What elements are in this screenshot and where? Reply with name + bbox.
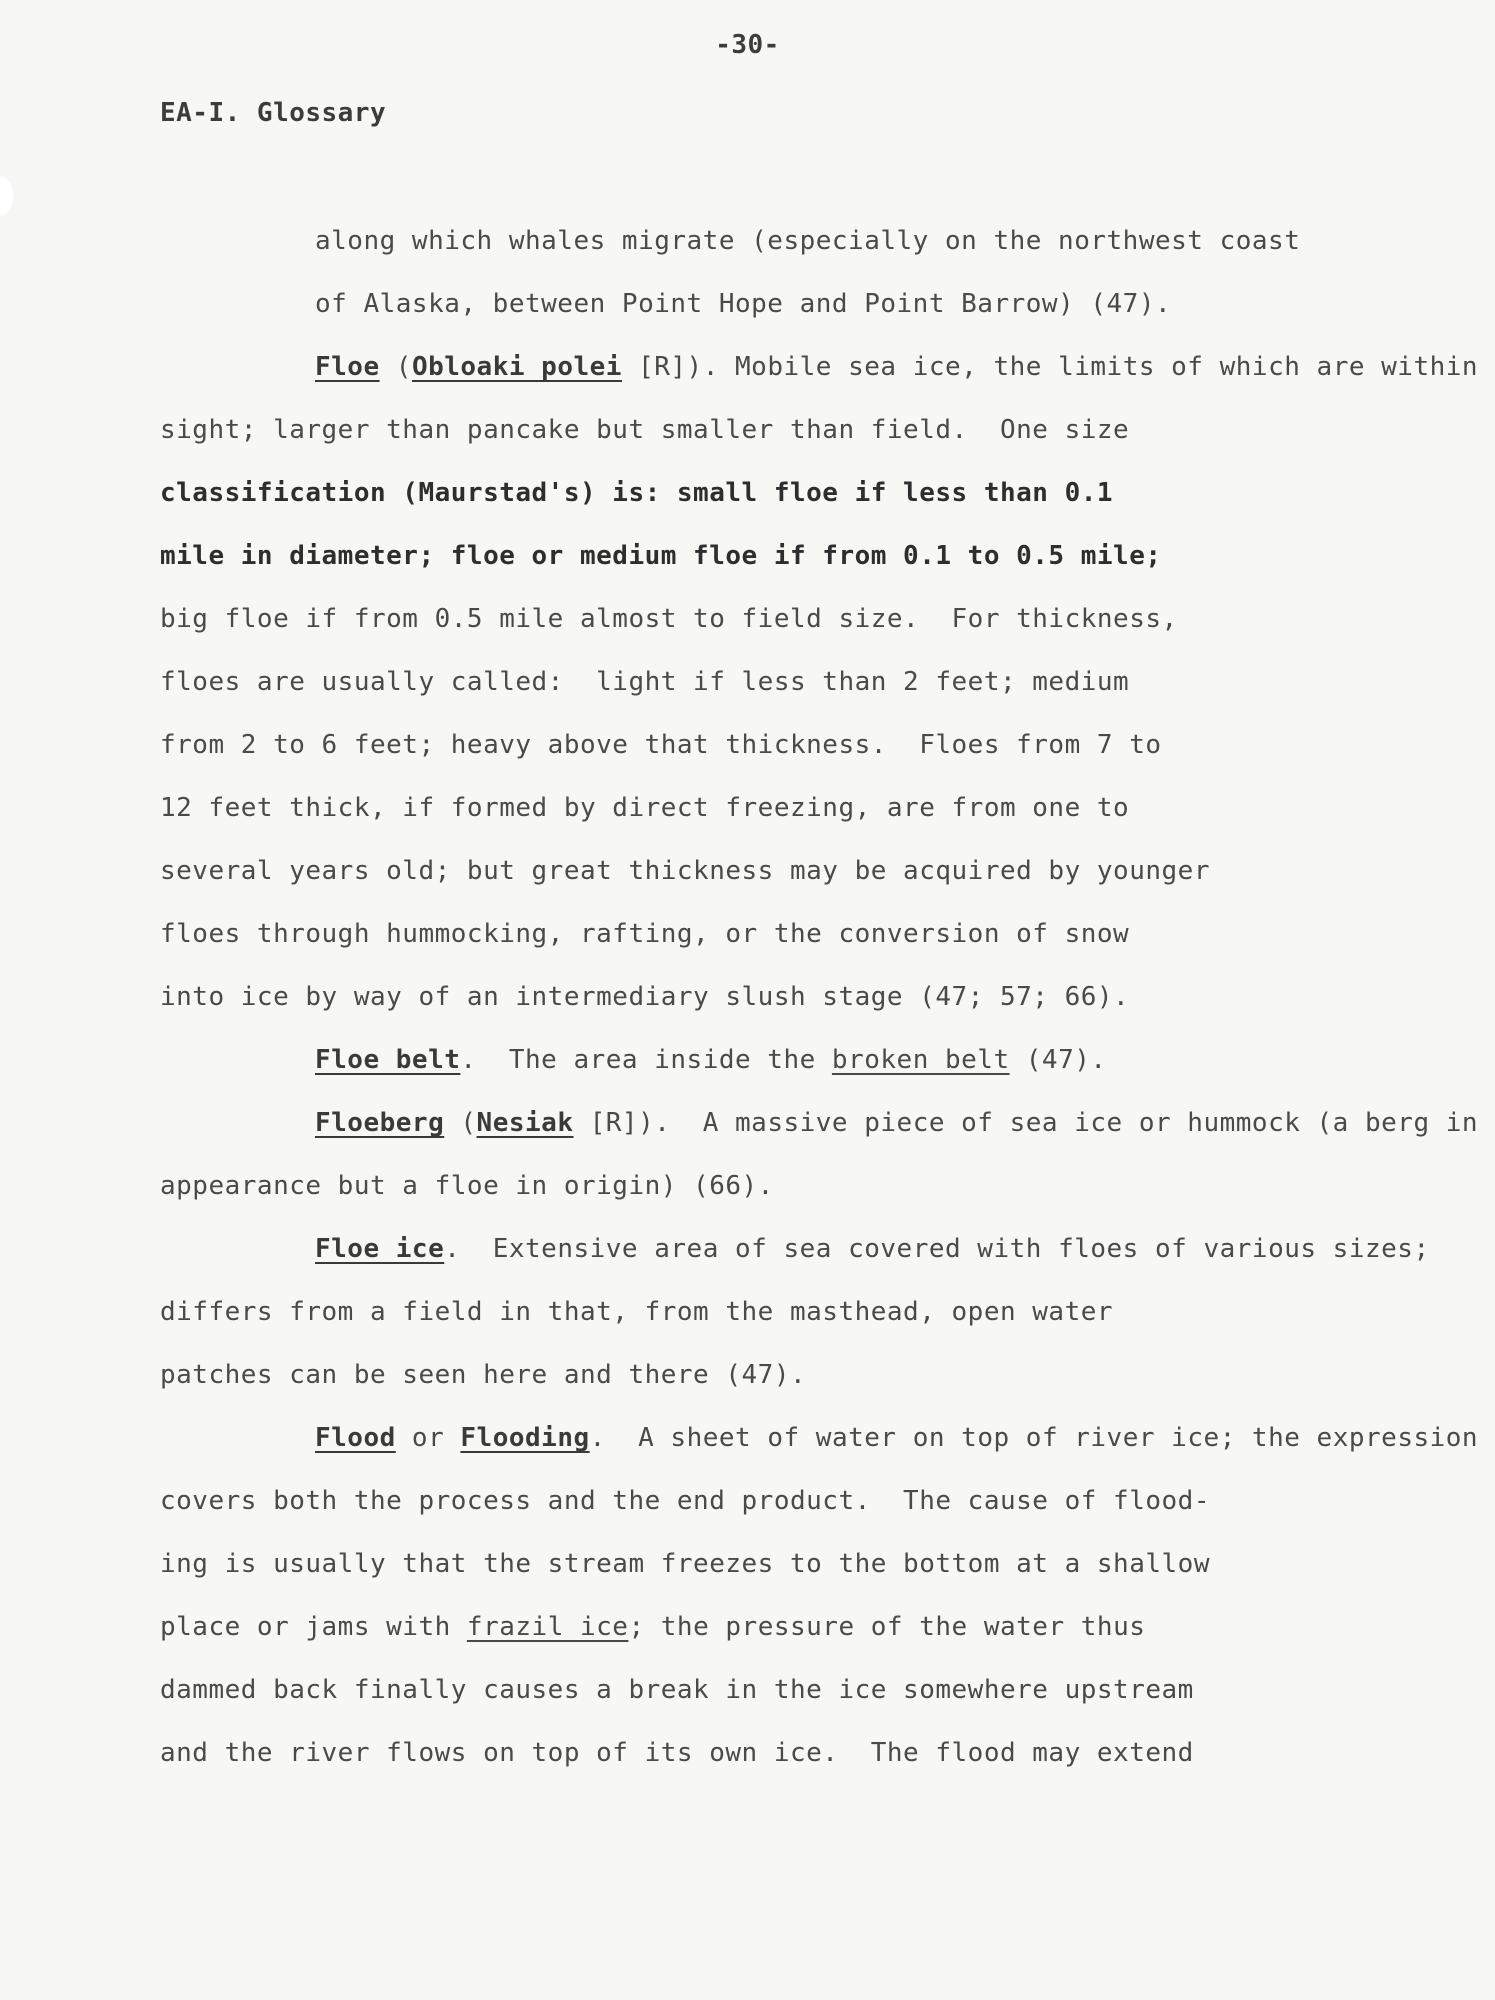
punctuation: . xyxy=(589,1423,639,1453)
language-tag: [R]). xyxy=(621,352,736,382)
section-header: EA-I. Glossary xyxy=(160,98,387,128)
language-tag: [R]). xyxy=(573,1108,703,1138)
definition-text: Mobile sea ice, the limits of which are within xyxy=(735,352,1479,382)
text-line: 12 feet thick, if formed by direct freezing, are from one to xyxy=(160,793,1130,823)
term-alt: Flooding xyxy=(460,1423,590,1453)
term: Floe xyxy=(315,352,380,382)
glossary-entry-floeberg xyxy=(160,1092,1479,1218)
glossary-body xyxy=(160,210,1479,1785)
text-line: along which whales migrate (especially on the northwest coast xyxy=(315,226,1301,256)
term: Floeberg xyxy=(315,1108,445,1138)
term: Floe belt xyxy=(315,1045,461,1075)
punctuation: ( xyxy=(444,1108,477,1138)
term: Flood xyxy=(315,1423,396,1453)
entry-first-line xyxy=(315,1029,1340,1092)
text-line: classification (Maurstad's) is: small floe if less than 0.1 xyxy=(160,478,1114,508)
text-segment: ; the pressure of the water thus xyxy=(628,1612,1146,1642)
definition-text: A sheet of water on top of river ice; the expression xyxy=(638,1423,1479,1453)
punctuation: . xyxy=(444,1234,493,1264)
joiner: or xyxy=(395,1423,461,1453)
page-number: -30- xyxy=(715,30,780,60)
text-line: of Alaska, between Point Hope and Point Barrow) (47). xyxy=(315,289,1172,319)
glossary-entry-floe-ice xyxy=(160,1218,1430,1407)
text-line: dammed back finally causes a break in the ice somewhere upstream xyxy=(160,1675,1194,1705)
text-line-with-xref xyxy=(160,1596,1340,1659)
text-line: floes are usually called: light if less than 2 feet; medium xyxy=(160,667,1130,697)
text-line: several years old; but great thickness may be acquired by younger xyxy=(160,856,1210,886)
citation: (47). xyxy=(1009,1045,1107,1075)
text-line: from 2 to 6 feet; heavy above that thickness. Floes from 7 to xyxy=(160,730,1162,760)
continuation-paragraph xyxy=(160,210,1340,336)
text-line: differs from a field in that, from the masthead, open water xyxy=(160,1297,1114,1327)
punch-hole xyxy=(0,175,16,217)
text-segment: place or jams with xyxy=(160,1612,467,1642)
text-line: appearance but a floe in origin) (66). xyxy=(160,1171,774,1201)
text-line: mile in diameter; floe or medium floe if from 0.1 to 0.5 mile; xyxy=(160,541,1162,571)
text-line: into ice by way of an intermediary slush stage (47; 57; 66). xyxy=(160,982,1130,1012)
glossary-entry-floe-belt xyxy=(160,1029,1340,1092)
text-line: floes through hummocking, rafting, or the conversion of snow xyxy=(160,919,1130,949)
punctuation: ( xyxy=(379,352,412,382)
definition-text: Extensive area of sea covered with floes of various sizes; xyxy=(492,1234,1430,1264)
entry-first-line xyxy=(315,336,1479,399)
text-line: covers both the process and the end product. The cause of flood- xyxy=(160,1486,1210,1516)
glossary-entry-flood xyxy=(160,1407,1479,1785)
entry-first-line xyxy=(315,1218,1430,1281)
text-line: patches can be seen here and there (47). xyxy=(160,1360,807,1390)
entry-first-line xyxy=(315,1092,1479,1155)
alt-term: Obloaki polei xyxy=(411,352,622,382)
term: Floe ice xyxy=(315,1234,445,1264)
alt-term: Nesiak xyxy=(476,1108,574,1138)
cross-reference: frazil ice xyxy=(466,1612,629,1642)
glossary-entry-floe xyxy=(160,336,1479,1029)
definition-text: . The area inside the xyxy=(460,1045,832,1075)
entry-first-line xyxy=(315,1407,1479,1470)
cross-reference: broken belt xyxy=(831,1045,1010,1075)
text-line: sight; larger than pancake but smaller than field. One size xyxy=(160,415,1130,445)
text-line: big floe if from 0.5 mile almost to field size. For thickness, xyxy=(160,604,1178,634)
definition-text: A massive piece of sea ice or hummock (a berg in xyxy=(702,1108,1479,1138)
text-line: ing is usually that the stream freezes to the bottom at a shallow xyxy=(160,1549,1210,1579)
text-line: and the river flows on top of its own ice. The flood may extend xyxy=(160,1738,1194,1768)
